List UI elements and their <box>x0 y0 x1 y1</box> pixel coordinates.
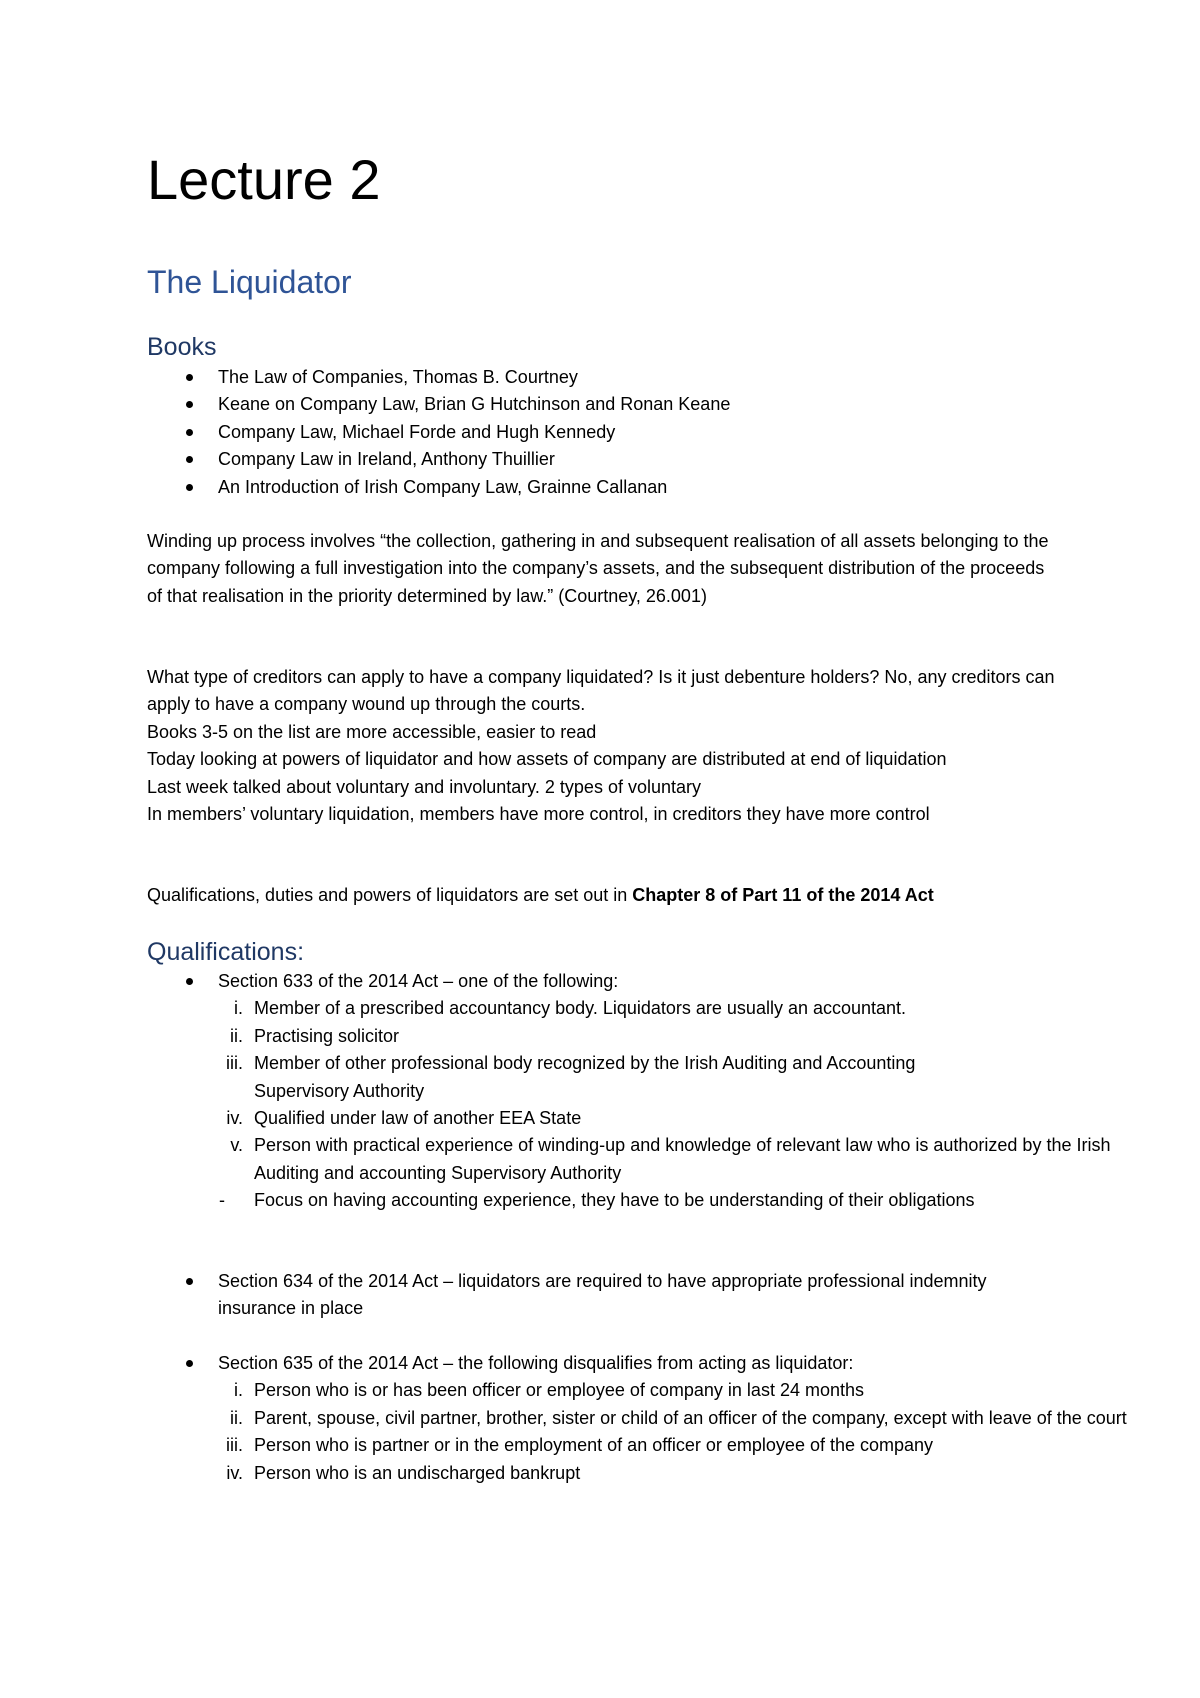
item-text: Practising solicitor <box>254 1025 400 1046</box>
section-635-container <box>147 1350 1127 1487</box>
item-text: Member of a prescribed accountancy body. Liquidators are usually an accountant. <box>254 998 907 1019</box>
dash-marker: - <box>219 1190 225 1211</box>
book-item: An Introduction of Irish Company Law, Grainne Callanan <box>147 474 1067 501</box>
list-item <box>147 1460 1067 1487</box>
qualifications-intro-bold: Chapter 8 of Part 11 of the 2014 Act <box>632 885 934 905</box>
note-paragraph: What type of creditors can apply to have a company liquidated? Is it just debenture holders? No, any creditors can apply to have a company wound up through the courts. <box>147 667 1055 715</box>
item-text: Person who is partner or in the employment of an officer or employee of the company <box>254 1435 934 1456</box>
section-634-container <box>147 1268 1027 1323</box>
item-number: iv. <box>226 1108 243 1129</box>
winding-up-paragraph: Winding up process involves “the collection, gathering in and subsequent realisation of all assets belonging to the company following a full investigation into the company’s assets, and the subsequent distribution of the proceeds of that realisation in the priority determined by law.” (Courtney, 26.001) <box>147 531 1049 606</box>
section-633-items <box>147 995 1111 1187</box>
section-635-label: Section 635 of the 2014 Act – the following disqualifies from acting as liquidator: <box>147 1350 1067 1377</box>
list-item <box>147 1050 919 1105</box>
list-item <box>147 1132 1169 1187</box>
book-item: The Law of Companies, Thomas B. Courtney <box>147 364 1067 391</box>
section-635-items <box>147 1377 1127 1487</box>
section-635-list <box>147 1350 1067 1377</box>
qualifications-intro-container <box>147 882 1067 909</box>
item-text: Parent, spouse, civil partner, brother, sister or child of an officer of the company, except with leave of the court <box>254 1407 1127 1428</box>
item-number: iii. <box>226 1053 243 1074</box>
note-paragraph: Books 3-5 on the list are more accessible, easier to read <box>147 721 597 742</box>
note-paragraph: In members’ voluntary liquidation, members have more control, in creditors they have more control <box>147 804 930 825</box>
lecture-notes <box>147 664 1062 828</box>
list-item <box>147 1405 1164 1432</box>
section-634-list <box>147 1268 1027 1323</box>
books-heading: Books <box>147 333 217 361</box>
winding-up-paragraph-container <box>147 528 1057 610</box>
item-text: Qualified under law of another EEA State <box>254 1108 582 1129</box>
item-text: Person with practical experience of winding-up and knowledge of relevant law who is authorized by the Irish Auditing and accounting Supervisory Authority <box>254 1135 1111 1183</box>
list-item <box>147 995 1067 1022</box>
book-item: Keane on Company Law, Brian G Hutchinson and Ronan Keane <box>147 391 1067 418</box>
section-633-list <box>147 968 1067 995</box>
list-item <box>147 1432 1067 1459</box>
dash-note <box>147 1187 1109 1214</box>
item-number: i. <box>234 998 243 1019</box>
item-text: Person who is an undischarged bankrupt <box>254 1462 581 1483</box>
item-number: iv. <box>226 1462 243 1483</box>
section-heading-liquidator: The Liquidator <box>147 264 352 300</box>
book-item: Company Law, Michael Forde and Hugh Kennedy <box>147 419 1067 446</box>
books-list-container <box>147 364 1067 501</box>
book-item: Company Law in Ireland, Anthony Thuillier <box>147 446 1067 473</box>
item-number: iii. <box>226 1435 243 1456</box>
item-number: v. <box>230 1135 243 1156</box>
books-list <box>147 364 1067 501</box>
item-number: ii. <box>230 1025 243 1046</box>
note-paragraph: Last week talked about voluntary and involuntary. 2 types of voluntary <box>147 776 701 797</box>
list-item <box>147 1105 1067 1132</box>
item-number: ii. <box>230 1407 243 1428</box>
list-item <box>147 1377 1067 1404</box>
section-634-item: Section 634 of the 2014 Act – liquidators are required to have appropriate professional indemnity insurance in place <box>147 1268 1027 1323</box>
item-number: i. <box>234 1380 243 1401</box>
section-633-label: Section 633 of the 2014 Act – one of the following: <box>147 968 1067 995</box>
note-paragraph: Today looking at powers of liquidator and how assets of company are distributed at end of liquidation <box>147 749 947 770</box>
qualifications-intro-text: Qualifications, duties and powers of liquidators are set out in <box>147 885 633 905</box>
qualifications-intro <box>147 882 1067 909</box>
item-text: Person who is or has been officer or employee of company in last 24 months <box>254 1380 864 1401</box>
section-633-container <box>147 968 1111 1215</box>
document-title: Lecture 2 <box>147 148 381 211</box>
list-item <box>147 1023 1067 1050</box>
item-text: Member of other professional body recognized by the Irish Auditing and Accounting Supervisory Authority <box>254 1053 916 1101</box>
qualifications-heading: Qualifications: <box>147 938 305 966</box>
dash-note-text: Focus on having accounting experience, they have to be understanding of their obligations <box>254 1190 975 1211</box>
